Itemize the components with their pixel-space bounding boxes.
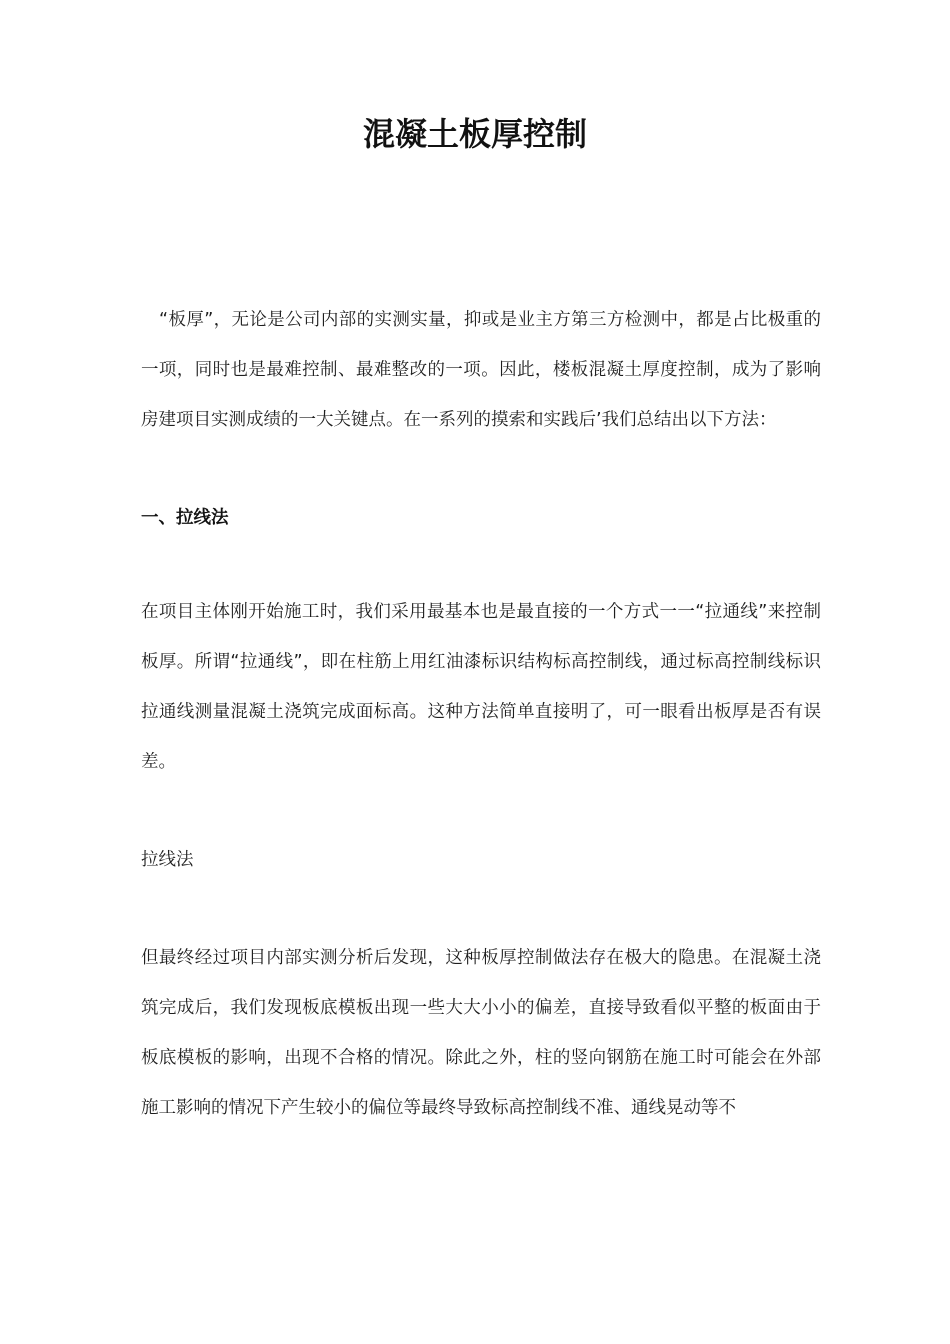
intro-paragraph: “板厚”，无论是公司内部的实测实量，抑或是业主方第三方检测中，都是占比极重的一项，同时也是最难控制、最难整改的一项。因此，楼板混凝土厚度控制，成为了影响房建项目实测成绩的一大关键点。在一系列的摸索和实践后’我们总结出以下方法： xyxy=(141,310,821,430)
section1-paragraph-1: 在项目主体刚开始施工时，我们采用最基本也是最直接的一个方式一一“拉通线”来控制板厚。所谓“拉通线”，即在柱筋上用红油漆标识结构标高控制线，通过标高控制线标识拉通线测量混凝土浇筑完成面标高。这种方法简单直接明了，可一眼看出板厚是否有误差。 xyxy=(141,602,821,772)
section-heading-pull-line-method: 一、拉线法 xyxy=(141,508,229,528)
section1-paragraph-2: 但最终经过项目内部实测分析后发现，这种板厚控制做法存在极大的隐患。在混凝土浇筑完成后，我们发现板底模板出现一些大大小小的偏差，直接导致看似平整的板面由于板底模板的影响，出现不合格的情况。除此之外，柱的竖向钢筋在施工时可能会在外部施工影响的情况下产生较小的偏位等最终导致标高控制线不准、通线晃动等不 xyxy=(141,948,821,1118)
document-title: 混凝土板厚控制 xyxy=(362,115,587,153)
figure-caption-pull-line-method: 拉线法 xyxy=(141,850,194,870)
